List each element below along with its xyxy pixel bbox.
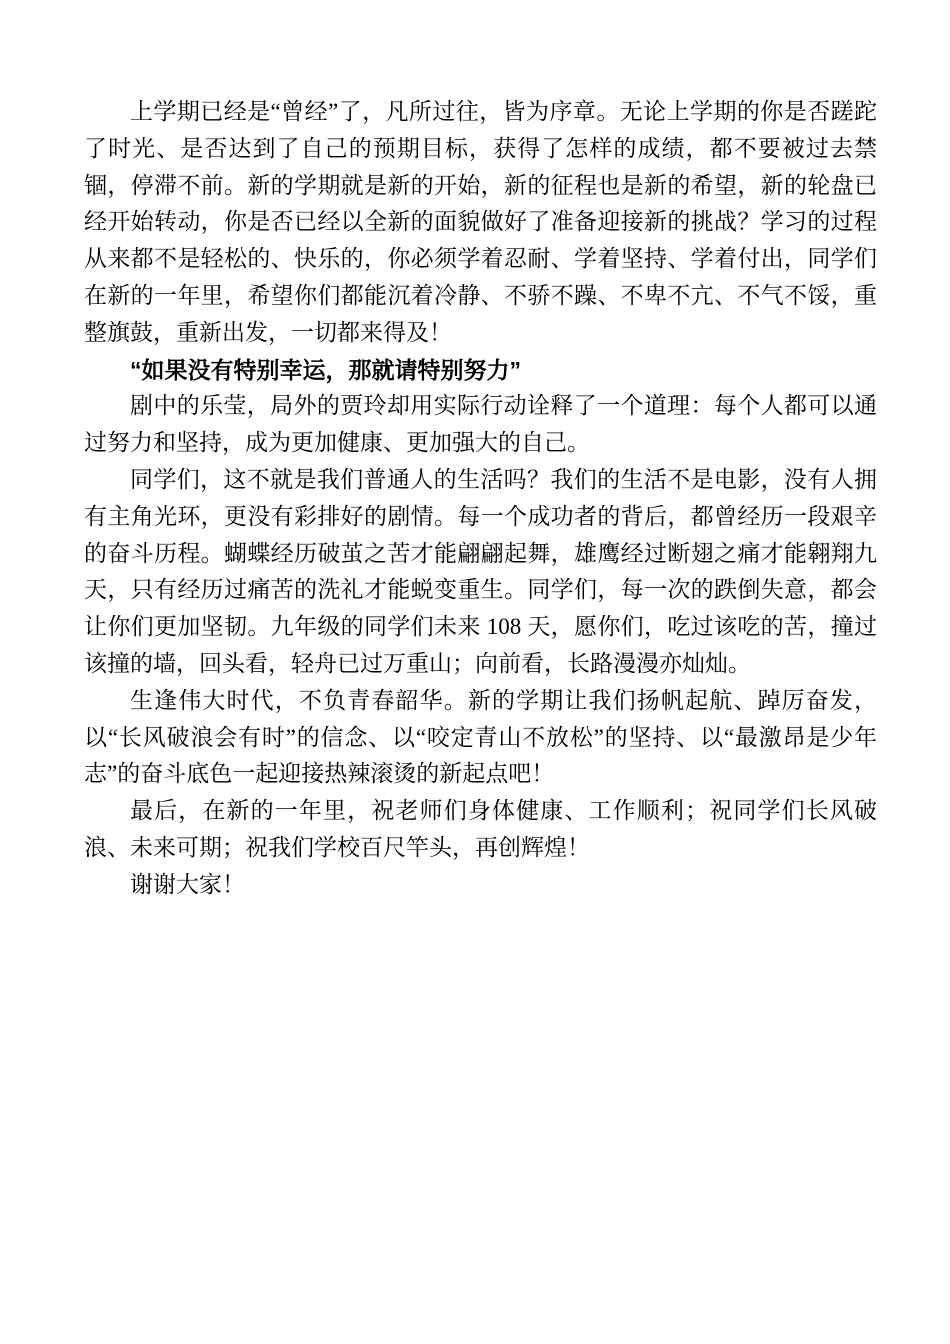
paragraph-ordinary-life: 同学们，这不就是我们普通人的生活吗？我们的生活不是电影，没有人拥有主角光环，更没有彩排好的剧情。每一个成功者的背后，都曾经历一段艰辛的奋斗历程。蝴蝶经历破茧之苦才能翩翩起舞，雄鹰经过断翅之痛才能翱翔九天，只有经历过痛苦的洗礼才能蜕变重生。同学们，每一次的跌倒失意，都会让你们更加坚韧。九年级的同学们未来 108 天，愿你们，吃过该吃的苦，撞过该撞的墙，回头看，轻舟已过万重山；向前看，长路漫漫亦灿灿。 xyxy=(84,466,877,676)
paragraph-new-semester-spirit: 生逢伟大时代，不负青春韶华。新的学期让我们扬帆起航、踔厉奋发，以“长风破浪会有时”的信念、以“咬定青山不放松”的坚持、以“最激昂是少年志”的奋斗底色一起迎接热辣滚烫的新起点吧！ xyxy=(84,687,877,787)
paragraph-last-semester: 上学期已经是“曾经”了，凡所过往，皆为序章。无论上学期的你是否蹉跎了时光、是否达到了自己的预期目标，获得了怎样的成绩，都不要被过去禁锢，停滞不前。新的学期就是新的开始，新的征程也是新的希望，新的轮盘已经开始转动，你是否已经以全新的面貌做好了准备迎接新的挑战？学习的过程从来都不是轻松的、快乐的，你必须学着忍耐、学着坚持、学着付出，同学们在新的一年里，希望你们都能沉着冷静、不骄不躁、不卑不亢、不气不馁，重整旗鼓，重新出发，一切都来得及！ xyxy=(84,99,877,345)
paragraph-movie-lesson: 剧中的乐莹，局外的贾玲却用实际行动诠释了一个道理：每个人都可以通过努力和坚持，成为更加健康、更加强大的自己。 xyxy=(84,393,877,456)
section-heading-quote: “如果没有特别幸运，那就请特别努力” xyxy=(130,356,521,383)
paragraph-wishes: 最后，在新的一年里，祝老师们身体健康、工作顺利；祝同学们长风破浪、未来可期；祝我们学校百尺竿头，再创辉煌！ xyxy=(84,798,877,860)
paragraph-thanks: 谢谢大家！ xyxy=(130,871,245,897)
